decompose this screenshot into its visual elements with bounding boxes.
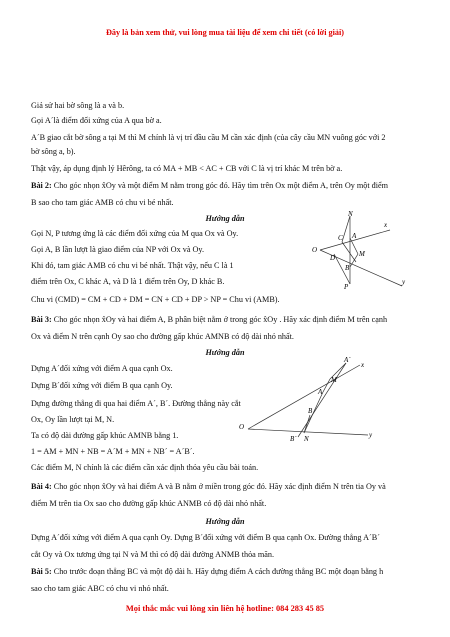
text-line: điểm M trên tia Ox sao cho đường gấp khúc ANMB có độ dài nhỏ nhất. (31, 499, 267, 508)
text-line: Dựng đường thẳng đi qua hai điểm A´, B´. Đường thẳng này cắt (31, 399, 241, 408)
text-line: Các điểm M, N chính là các điểm cần xác định thỏa yêu cầu bài toán. (31, 463, 259, 472)
text-span: Cho trước đoạn thẳng BC và một độ dài h. Hãy dựng điểm A cách đường thẳng BC một đoạn bằng h (51, 567, 384, 576)
label-A: A (352, 232, 357, 240)
exercise-3-line (31, 315, 387, 325)
label-x: x (384, 221, 388, 229)
text-line: bờ sông a, b). (31, 147, 76, 156)
text-line: điểm trên Ox, C khác A, và D là 1 điểm trên Oy, D khác B. (31, 277, 225, 286)
text-line: Ta có độ dài đường gấp khúc AMNB bằng 1. (31, 431, 179, 440)
exercise-5-label: Bài 5: (31, 567, 52, 576)
segment-cm (342, 242, 356, 262)
text-line: Giả sử hai bờ sông là a và b. (31, 101, 125, 110)
guide-heading: Hướng dẫn (205, 214, 245, 223)
text-line: Ox và điểm N trên cạnh Oy sao cho đường gấp khúc AMNB có độ dài nhỏ nhất. (31, 332, 294, 341)
label-y: y (402, 278, 406, 286)
text-line: Gọi A´là điểm đối xứng của A qua bờ a. (31, 116, 162, 125)
exercise-2-label: Bài 2: (31, 181, 52, 190)
text-line: cắt Oy và Ox tương ứng tại N và M thì có độ dài đường ANMB thỏa mãn. (31, 550, 275, 559)
label-O: O (239, 423, 245, 431)
text-line: Chu vi (CMD) = CM + CD + DM = CN + CD + DP > NP = Chu vi (AMB). (31, 295, 280, 304)
text-line: B sao cho tam giác AMB có chu vi bé nhất. (31, 198, 174, 207)
hotline-notice: Mọi thắc mắc vui lòng xin liên hệ hotline: 084 283 45 85 (125, 604, 325, 613)
guide-heading: Hướng dẫn (205, 517, 245, 526)
label-O: O (312, 246, 318, 254)
label-N: N (304, 435, 309, 441)
line-a1b1 (298, 363, 346, 437)
text-line: Khi đó, tam giác AMB có chu vi bé nhất. Thật vậy, nếu C là 1 (31, 261, 234, 270)
ray-ox (248, 365, 360, 429)
text-line: sao cho tam giác ABC có chu vi nhỏ nhất. (31, 584, 169, 593)
label-A: A (318, 388, 323, 396)
text-line: Thật vậy, áp dụng định lý Hêrông, ta có MA + MB < AC + CB với C là vị trí khác M trên bờ a. (31, 164, 343, 173)
text-line: A´B giao cắt bờ sông a tại M thì M chính là vị trí đầu cầu M cần xác định (của cây cầu MN vuông góc với 2 (31, 133, 386, 142)
label-D: D (330, 254, 336, 262)
text-span: Cho góc nhọn x̂Oy và hai điểm A và B nằm ở miền trong góc đó. Hãy xác định điểm N trên tia Oy và (51, 482, 386, 491)
label-B: B (345, 264, 350, 272)
label-B-prime: B´ (290, 435, 297, 441)
text-span: Cho góc nhọn x̂Oy và hai điểm A, B phân biệt nằm ở trong góc x̂Oy . Hãy xác định điểm M trên cạnh (51, 315, 388, 324)
label-M: M (331, 376, 337, 384)
label-x: x (361, 361, 365, 369)
figure-1 (312, 210, 422, 292)
text-line: Dựng A´đối xứng với điểm A qua cạnh Oy. Dựng B´đối xứng với điểm B qua cạnh Ox. Đường thẳng A´B´ (31, 533, 380, 542)
preview-notice: Đây là bản xem thử, vui lòng mua tài liệu để xem chi tiết (có lời giải) (105, 28, 344, 37)
label-y: y (369, 431, 373, 439)
text-line: Dựng A´đối xứng với điểm A qua cạnh Ox. (31, 364, 173, 373)
label-N: N (348, 210, 353, 218)
text-line: Ox, Oy lần lượt tại M, N. (31, 415, 115, 424)
exercise-4-label: Bài 4: (31, 482, 52, 491)
text-line: Dựng B´đối xứng với điểm B qua cạnh Oy. (31, 381, 173, 390)
text-line: Gọi A, B lần lượt là giao điểm của NP với Ox và Oy. (31, 245, 205, 254)
label-B: B (308, 407, 313, 415)
figure-2 (238, 355, 378, 441)
exercise-4-line (31, 482, 386, 492)
text-line: Gọi N, P tương ứng là các điểm đối xứng của M qua Ox và Oy. (31, 229, 239, 238)
exercise-5-line (31, 567, 383, 577)
guide-heading: Hướng dẫn (205, 348, 245, 357)
exercise-3-label: Bài 3: (31, 315, 52, 324)
exercise-2-line (31, 181, 388, 191)
text-span: Cho góc nhọn x̂Oy và một điểm M nằm trong góc đó. Hãy tìm trên Ox một điểm A, trên Oy một điểm (51, 181, 389, 190)
label-P: P (344, 283, 349, 291)
label-C: C (338, 234, 343, 242)
label-A-prime: A´ (344, 356, 351, 364)
label-M: M (359, 250, 365, 258)
text-line: 1 = AM + MN + NB = A´M + MN + NB´ = A´B´. (31, 447, 195, 456)
